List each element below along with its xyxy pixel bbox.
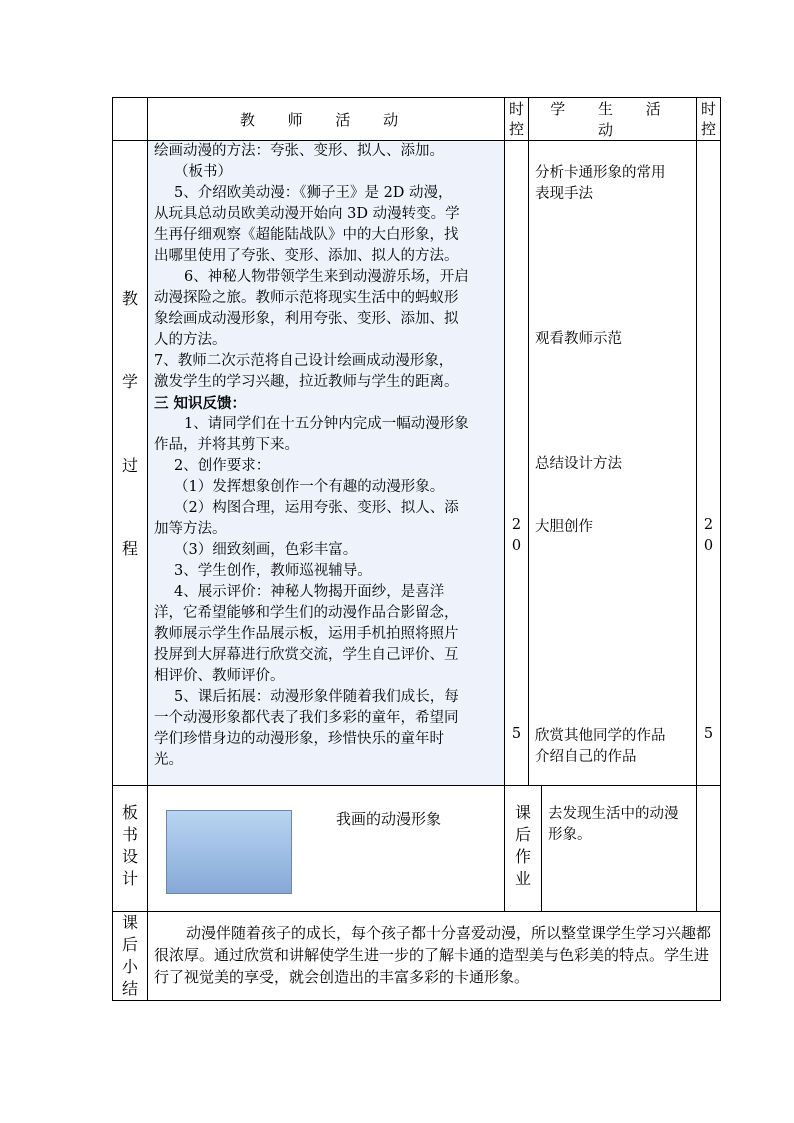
teacher-line: 5、课后拓展：动漫形象伴随着我们成长，每 — [174, 689, 459, 705]
homework-block — [505, 786, 697, 912]
teacher-line: （3）细致刻画，色彩丰富。 — [174, 542, 358, 558]
teacher-line: 投屏到大屏幕进行欣赏交流，学生自己评价、互 — [154, 647, 459, 663]
time-digit: 2 — [703, 517, 714, 533]
summary-row — [113, 912, 721, 1001]
student-note — [535, 163, 690, 205]
lesson-plan-table — [112, 97, 721, 1001]
process-label — [113, 141, 148, 786]
teacher-line: 7、教师二次示范将自己设计绘画成动漫形象， — [154, 353, 454, 369]
teacher-section-heading: 三 知识反馈： — [154, 395, 247, 412]
time-control-header-1-text: 时控 — [508, 100, 524, 138]
teacher-line: 动漫探险之旅。教师示范将现实生活中的蚂蚁形 — [154, 290, 459, 306]
summary-text: 动漫伴随着孩子的成长，每个孩子都十分喜爱动漫，所以整堂课学生学习兴趣都很浓厚。通过欣赏和讲解使学生进一步的了解卡通的造型美与色彩美的特点。学生进行了视觉美的享受，就会创造出的丰富多彩的卡通形象。 — [154, 924, 712, 986]
teacher-activity-header: 教 师 活 动 — [148, 98, 505, 141]
homework-label-char: 课 — [514, 803, 531, 822]
homework-text: 去发现生活中的动漫形象。 — [548, 806, 679, 843]
student-activity-header: 学 生 活 动 — [529, 98, 697, 141]
teacher-line: 激发学生的学习兴趣，拉近教师与学生的距离。 — [154, 374, 459, 390]
teacher-line: 5、介绍欧美动漫：《狮子王》是 2D 动漫， — [174, 185, 453, 201]
time-control-cell-2 — [697, 141, 721, 786]
student-note: 大胆创作 — [535, 519, 593, 535]
teacher-line: （2）构图合理，运用夸张、变形、拟人、添 — [174, 500, 459, 516]
process-label-char: 学 — [121, 372, 138, 391]
process-label-char: 教 — [121, 289, 138, 308]
teacher-line: （板书） — [174, 164, 232, 180]
summary-label-char: 后 — [121, 935, 138, 954]
teacher-activity-cell — [148, 141, 505, 786]
homework-label-char: 业 — [514, 869, 531, 888]
board-label-char: 板 — [121, 803, 138, 822]
teacher-line: 4、展示评价：神秘人物揭开面纱，是喜洋 — [174, 584, 445, 600]
process-label-char: 过 — [121, 456, 138, 475]
summary-label-char: 课 — [121, 913, 138, 932]
time-control-header-2-text: 时控 — [700, 100, 716, 138]
homework-label-char: 后 — [514, 825, 531, 844]
student-activity-cell — [529, 141, 697, 786]
board-label-char: 书 — [121, 825, 138, 844]
time-control-header-1 — [505, 98, 529, 141]
process-label-char: 程 — [121, 539, 138, 558]
student-note — [535, 726, 690, 768]
student-note-line: 表现手法 — [535, 186, 593, 202]
board-design-cell — [148, 786, 505, 912]
teacher-line: 6、神秘人物带领学生来到动漫游乐场，开启 — [184, 269, 469, 285]
homework-label-char: 作 — [514, 847, 531, 866]
teacher-line: 学们珍惜身边的动漫形象，珍惜快乐的童年时 — [154, 731, 444, 747]
teacher-line: 绘画动漫的方法：夸张、变形、拟人、添加。 — [154, 143, 444, 159]
teacher-line: 相评价、教师评价。 — [154, 668, 285, 684]
time-digit: 0 — [511, 538, 522, 554]
summary-label — [113, 912, 148, 1001]
time-digit: 2 — [511, 517, 522, 533]
student-note-line: 欣赏其他同学的作品 — [535, 728, 666, 744]
teacher-line: 加等方法。 — [154, 521, 227, 537]
time-digit: 5 — [511, 726, 522, 742]
board-row — [113, 786, 721, 912]
header-blank — [113, 98, 148, 141]
teacher-line: 光。 — [154, 752, 183, 768]
homework-layout — [505, 786, 696, 911]
process-row — [113, 141, 721, 786]
student-note-line: 分析卡通形象的常用 — [535, 165, 666, 181]
board-label-char: 设 — [121, 847, 138, 866]
teacher-line: 出哪里使用了夸张、变形、添加、拟人的方法。 — [154, 248, 459, 264]
homework-time-blank — [697, 786, 721, 912]
teacher-line: 1、请同学们在十五分钟内完成一幅动漫形象 — [184, 416, 469, 432]
teacher-line: 象绘画成动漫形象，利用夸张、变形、添加、拟 — [154, 311, 459, 327]
teacher-line: 3、学生创作，教师巡视辅导。 — [174, 563, 372, 579]
board-design-label — [113, 786, 148, 912]
teacher-line: 一个动漫形象都代表了我们多彩的童年，希望同 — [154, 710, 459, 726]
teacher-line: 教师展示学生作品展示板，运用手机拍照将照片 — [154, 626, 459, 642]
teacher-line: 洋，它希望能够和学生们的动漫作品合影留念， — [154, 605, 459, 621]
board-drawing-area — [166, 810, 292, 894]
time-control-header-2 — [697, 98, 721, 141]
teacher-line: 2、创作要求： — [174, 458, 271, 474]
header-row — [113, 98, 721, 141]
summary-label-char: 小 — [121, 957, 138, 976]
time-control-cell-1 — [505, 141, 529, 786]
summary-label-char: 结 — [121, 979, 138, 998]
student-note: 观看教师示范 — [535, 331, 622, 347]
teacher-line: （1）发挥想象创作一个有趣的动漫形象。 — [174, 479, 445, 495]
board-title: 我画的动漫形象 — [336, 810, 442, 828]
teacher-line: 作品，并将其剪下来。 — [154, 437, 299, 453]
teacher-line: 人的方法。 — [154, 332, 227, 348]
teacher-line: 从玩具总动员欧美动漫开始向 3D 动漫转变。学 — [154, 206, 460, 222]
time-digit: 5 — [703, 726, 714, 742]
student-note: 总结设计方法 — [535, 456, 622, 472]
board-label-char: 计 — [121, 869, 138, 888]
time-digit: 0 — [703, 538, 714, 554]
student-note-line: 介绍自己的作品 — [535, 749, 637, 765]
summary-cell — [148, 912, 721, 1001]
teacher-line: 生再仔细观察《超能陆战队》中的大白形象，找 — [154, 227, 459, 243]
